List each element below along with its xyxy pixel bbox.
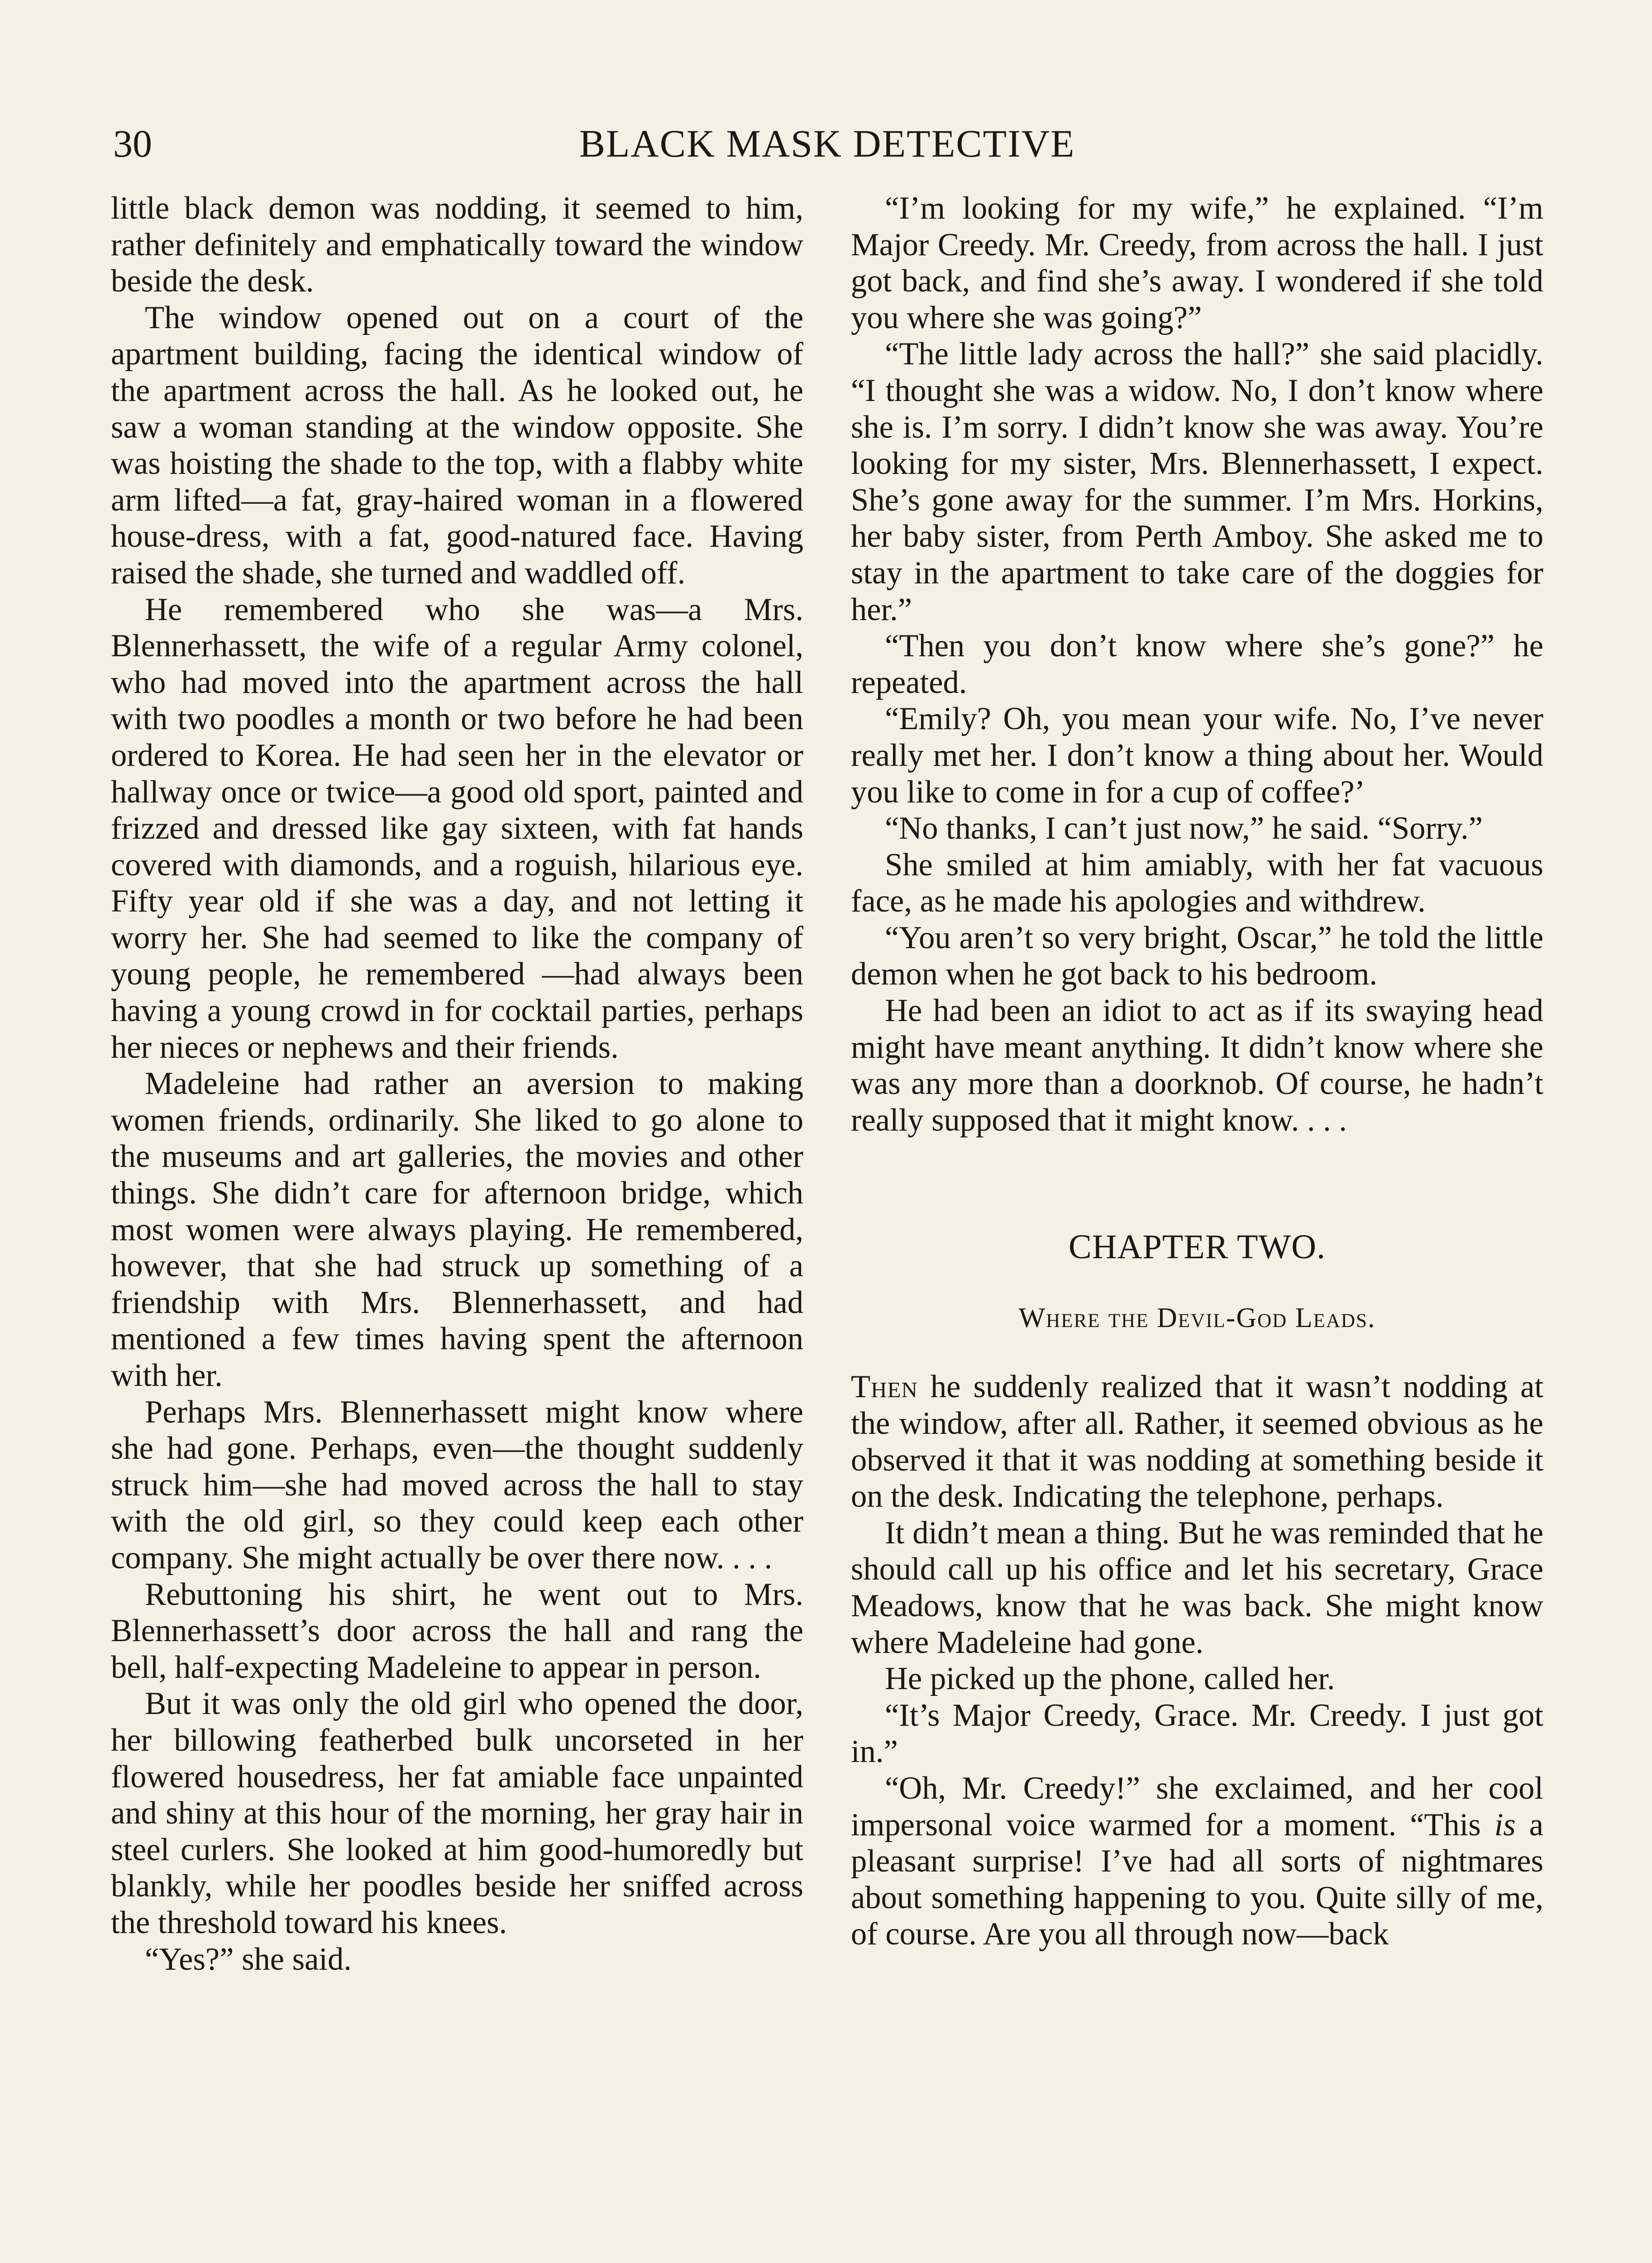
paragraph: [851, 1770, 1543, 1953]
paragraph: Perhaps Mrs. Blennerhassett might know where she had gone. Perhaps, even—the thought suddenly struck him—she had moved across the hall to stay with the old girl, so they could keep each other company. She might actually be over there now. . . .: [111, 1394, 803, 1576]
paragraph: He had been an idiot to act as if its swaying head might have meant anything. It didn’t know where she was any more than a doorknob. Of course, he hadn’t really supposed that it might know. . . .: [851, 993, 1543, 1138]
emphasis-text: is: [1494, 1807, 1516, 1843]
paragraph: “The little lady across the hall?” she said placidly. “I thought she was a widow. No, I don’t know where she is. I’m sorry. I didn’t know she was away. You’re looking for my sister, Mrs. Blennerhassett, I expect. She’s gone away for the summer. I’m Mrs. Horkins, her baby sister, from Perth Amboy. She asked me to stay in the apartment to take care of the doggies for her.”: [851, 336, 1543, 627]
paragraph: “No thanks, I can’t just now,” he said. “Sorry.”: [885, 811, 1483, 846]
left-column: [111, 190, 803, 1977]
running-head-title: BLACK MASK DETECTIVE: [579, 122, 1075, 165]
right-column: [851, 190, 1543, 1953]
paragraph: But it was only the old girl who opened the door, her billowing featherbed bulk uncorseted in her flowered housedress, her fat amiable face unpainted and shiny at this hour of the morning, her gray hair in steel curlers. She looked at him good-humoredly but blankly, while her poodles beside her sniffed across the threshold toward his knees.: [111, 1686, 803, 1940]
paragraph: “Yes?” she said.: [145, 1941, 352, 1977]
paragraph: It didn’t mean a thing. But he was reminded that he should call up his office and let his secretary, Grace Meadows, know that he was back. She might know where Madeleine had gone.: [851, 1515, 1543, 1660]
paragraph: He picked up the phone, called her.: [885, 1661, 1335, 1697]
paragraph: Rebuttoning his shirt, he went out to Mrs. Blennerhassett’s door across the hall and rang the bell, half-expecting Madeleine to appear in person.: [111, 1576, 803, 1685]
paragraph: “Then you don’t know where she’s gone?” he repeated.: [851, 628, 1543, 700]
paragraph: “It’s Major Creedy, Grace. Mr. Creedy. I just got in.”: [851, 1697, 1543, 1770]
page-header: [113, 119, 1541, 177]
lead-in-text: he suddenly realized that it wasn’t nodding at the window, after all. Rather, it seemed obvious as he observed it that it was nodding at something beside it on the desk. Indicating the telephone, perhaps.: [851, 1369, 1543, 1514]
page-number: 30: [113, 122, 152, 165]
paragraph: Madeleine had rather an aversion to making women friends, ordinarily. She liked to go alone to the museums and art galleries, the movies and other things. She didn’t care for afternoon bridge, which most women were always playing. He remembered, however, that she had struck up something of a friendship with Mrs. Blennerhassett, and had mentioned a few times having spent the afternoon with her.: [111, 1066, 803, 1393]
lead-in-word: Then: [851, 1369, 918, 1405]
paragraph: He remembered who she was—a Mrs. Blennerhassett, the wife of a regular Army colonel, who had moved into the apartment across the hall with two poodles a month or two before he had been ordered to Korea. He had seen her in the elevator or hallway once or twice—a good old sport, painted and frizzed and dressed like gay sixteen, with fat hands covered with diamonds, and a roguish, hilarious eye. Fifty year old if she was a day, and not letting it worry her. She had seemed to like the company of young people, he remembered —had always been having a young crowd in for cocktail parties, perhaps her nieces or nephews and their friends.: [111, 592, 803, 1065]
paragraph: “Emily? Oh, you mean your wife. No, I’ve never really met her. I don’t know a thing about her. Would you like to come in for a cup of coffee?’: [851, 701, 1543, 810]
paragraph: The window opened out on a court of the apartment building, facing the identical window of the apartment across the hall. As he looked out, he saw a woman standing at the window opposite. She was hoisting the shade to the top, with a flabby white arm lifted—a fat, gray-haired woman in a flowered house-dress, with a fat, good-natured face. Having raised the shade, she turned and waddled off.: [111, 300, 803, 591]
chapter-opening-paragraph: [851, 1369, 1543, 1514]
paragraph: “I’m looking for my wife,” he explained. “I’m Major Creedy. Mr. Creedy, from across the hall. I just got back, and find she’s away. I wondered if she told you where she was going?”: [851, 191, 1543, 335]
paragraph: She smiled at him amiably, with her fat vacuous face, as he made his apologies and withdrew.: [851, 847, 1543, 919]
chapter-heading: CHAPTER TWO.: [1069, 1228, 1326, 1266]
text-run: “Oh, Mr. Creedy!” she exclaimed, and her cool impersonal voice warmed for a moment. “This: [851, 1770, 1543, 1843]
paragraph: “You aren’t so very bright, Oscar,” he told the little demon when he got back to his bedroom.: [851, 920, 1543, 992]
paragraph: little black demon was nodding, it seemed to him, rather definitely and emphatically toward the window beside the desk.: [111, 191, 803, 299]
chapter-subtitle: Where the Devil-God Leads.: [1018, 1303, 1376, 1334]
text-run: a pleasant surprise! I’ve had all sorts of nightmares about something happening to you. Quite silly of me, of course. Are you all through now—back: [851, 1807, 1543, 1952]
